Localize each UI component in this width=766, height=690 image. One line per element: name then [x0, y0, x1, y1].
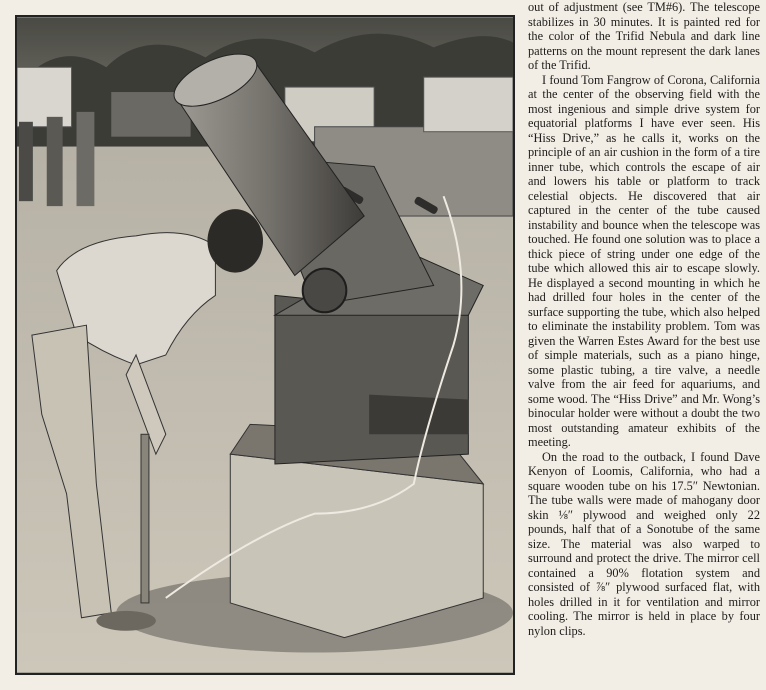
observer-shoe	[96, 611, 156, 631]
article-paragraph-fangrow: I found Tom Fangrow of Corona, California at the center of the observing field with the most ingenious and simple drive system for equatorial platforms I have ever seen. His “Hiss Drive,” as he calls it, works on the principle of an air cushion in the form of a tire inner tube, which controls the escape of air and lowers his table or platform to track celestial objects. He discovered that air captured in the center of the tube caused instability and bounce when the telescope was touched. He found one solution was to place a thick piece of string under one edge of the tube which allowed this air to escape slowly. He displayed a second mounting in which he had drilled four holes in the center of the surface supporting the tube, which also helped to eliminate the instability problem. Tom was given the Warren Estes Award for the best use of simple materials, such as a piano hinge, some plastic tubing, a tire valve, a needle valve from the air feed for aquariums, and some wood. The “Hiss Drive” and Mr. Wong’s binocular holder were without a doubt the two most outstanding amateur exhibits of the meeting.	[528, 72, 760, 449]
rocker-box	[275, 295, 468, 464]
vehicle-right	[424, 77, 513, 132]
person-background-2	[47, 117, 63, 206]
observer-head	[207, 209, 263, 272]
article-paragraph-continued: out of adjustment (see TM#6). The telescope stabilizes in 30 minutes. It is painted red for the color of the Trifid Nebula and dark line patterns on the mount represent the dark lanes of the Trifid.	[528, 0, 760, 72]
camper-left	[17, 67, 72, 127]
article-paragraph-kenyon: On the road to the outback, I found Dave Kenyon of Loomis, California, who had a square wooden tube on his 17.5″ Newtonian. The tube walls were made of mahogany door skin ⅛″ plywood and weighed only 22 pounds, half that of a Sonotube of the same size. The material was also warped to surround and protect the drive. The mirror cell contained a 90% flotation system and consisted of ⅞″ plywood surfaced flat, with holes drilled in it for ventilation and mirror cooling. The mirror is held in place by four nylon clips.	[528, 449, 760, 638]
person-background-3	[77, 112, 95, 206]
altitude-bearing	[303, 269, 347, 313]
rocker-dark-band	[369, 395, 468, 435]
article-column	[528, 0, 760, 690]
photo-illustration	[17, 17, 513, 673]
support-pole	[141, 434, 149, 603]
telescope-photograph	[15, 15, 515, 675]
person-background-1	[19, 122, 33, 201]
